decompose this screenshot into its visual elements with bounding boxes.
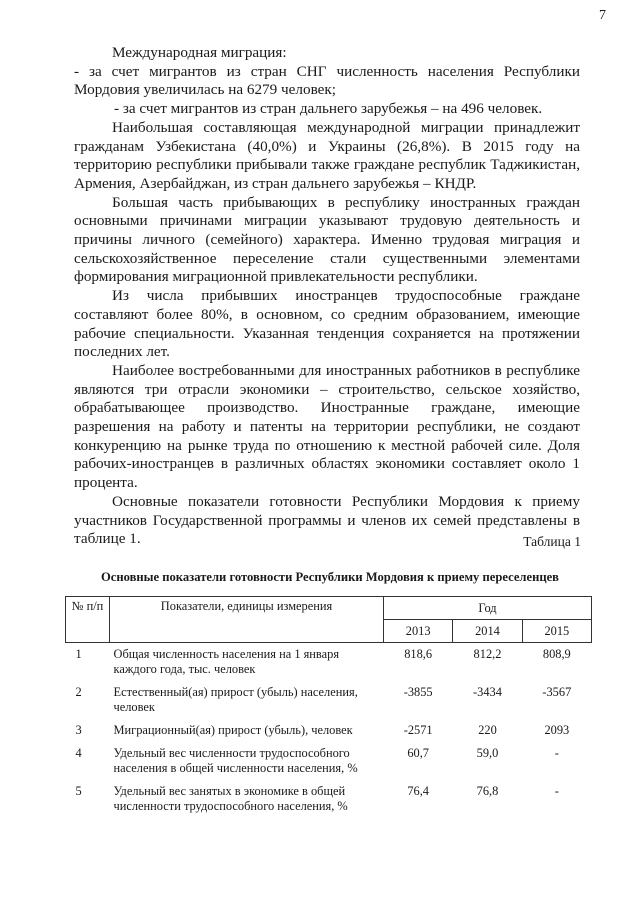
row-value: -2571	[403, 723, 433, 737]
row-value: 76,4	[407, 784, 429, 798]
table-row	[66, 742, 592, 780]
paragraph: Из числа прибывших иностранцев трудоспособные граждане составляют более 80%, в основном, со средним образованием, имеющие рабочие специальности. Указанная тенденция сохраняется на протяжении последних лет.	[74, 287, 580, 361]
table-row	[66, 681, 592, 719]
row-value: -3855	[403, 685, 433, 699]
row-number: 3	[75, 723, 82, 737]
column-header-year: 2014	[453, 620, 522, 643]
paragraph: Наибольшая составляющая международной миграции принадлежит гражданам Узбекистана (40,0%) и Украины (26,8%). В 2015 году на территорию республики прибывали также граждане республик Таджикистан, Армения, Азербайджан, из стран дальнего зарубежья – КНДР.	[74, 118, 580, 192]
row-value: 76,8	[476, 784, 499, 798]
row-number: 2	[75, 685, 82, 699]
table-row	[66, 719, 592, 742]
column-header-num: № п/п	[66, 597, 110, 643]
paragraph-list-item: - за счет мигрантов из стран СНГ численность населения Республики Мордовия увеличилась на 6279 человек;	[74, 62, 580, 99]
row-value: 812,2	[473, 647, 502, 661]
paragraph: Основные показатели готовности Республики Мордовия к приему участников Государственной программы и членов их семей представлены в таблице 1.	[74, 492, 580, 548]
row-value: 59,0	[476, 746, 499, 760]
row-value: 818,6	[404, 647, 433, 661]
row-value: 220	[478, 723, 497, 737]
column-header-year-group: Год	[384, 597, 592, 620]
row-value: -3567	[542, 685, 572, 699]
body-text	[74, 44, 580, 549]
table-label: Таблица 1	[523, 534, 581, 549]
row-value: 60,7	[407, 746, 429, 760]
row-number: 4	[75, 746, 82, 760]
table-row	[66, 780, 592, 818]
indicators-table	[65, 596, 592, 818]
paragraph-list-item: - за счет мигрантов из стран дальнего зарубежья – на 496 человек.	[114, 100, 543, 118]
column-header-year: 2013	[384, 620, 453, 643]
row-indicator: Миграционный(ая) прирост (убыль), человек	[113, 723, 353, 737]
row-indicator: Удельный вес занятых в экономике в общей численности трудоспособного населения, %	[113, 784, 348, 813]
row-value: -	[554, 746, 559, 760]
table-title: Основные показатели готовности Республики Мордовия к приему переселенцев	[101, 570, 559, 584]
row-indicator: Общая численность населения на 1 января каждого года, тыс. человек	[113, 647, 340, 676]
paragraph: Наиболее востребованными для иностранных работников в республике являются три отрасли экономики – строительство, сельское хозяйство, обрабатывающее производство. Иностранные граждане, имеющие разрешения на работу и патенты на территории республики, не создают конкуренцию на рынке труда по отношению к местной рабочей силе. Доля рабочих-иностранцев в различных областях экономики составляет около 1 процента.	[74, 361, 580, 492]
column-header-indicator: Показатели, единицы измерения	[110, 597, 384, 643]
row-value: 808,9	[542, 647, 571, 661]
column-header-year: 2015	[522, 620, 591, 643]
row-value: -	[554, 784, 559, 798]
paragraph: Большая часть прибывающих в республику иностранных граждан основными причинами миграции указывают трудовую деятельность и причины личного (семейного) характера. Именно трудовая миграция и сельскохозяйственное переселение стали существенными элементами формирования миграционной привлекательности республики.	[74, 193, 580, 286]
row-indicator: Естественный(ая) прирост (убыль) населения, человек	[113, 685, 358, 714]
row-number: 5	[75, 784, 82, 798]
paragraph: Международная миграция:	[112, 44, 287, 61]
table-row	[66, 643, 592, 682]
row-number: 1	[75, 647, 82, 661]
row-value: -3434	[473, 685, 502, 699]
row-value: 2093	[544, 723, 570, 737]
page-number: 7	[599, 8, 606, 23]
row-indicator: Удельный вес численности трудоспособного населения в общей численности населения, %	[113, 746, 358, 775]
